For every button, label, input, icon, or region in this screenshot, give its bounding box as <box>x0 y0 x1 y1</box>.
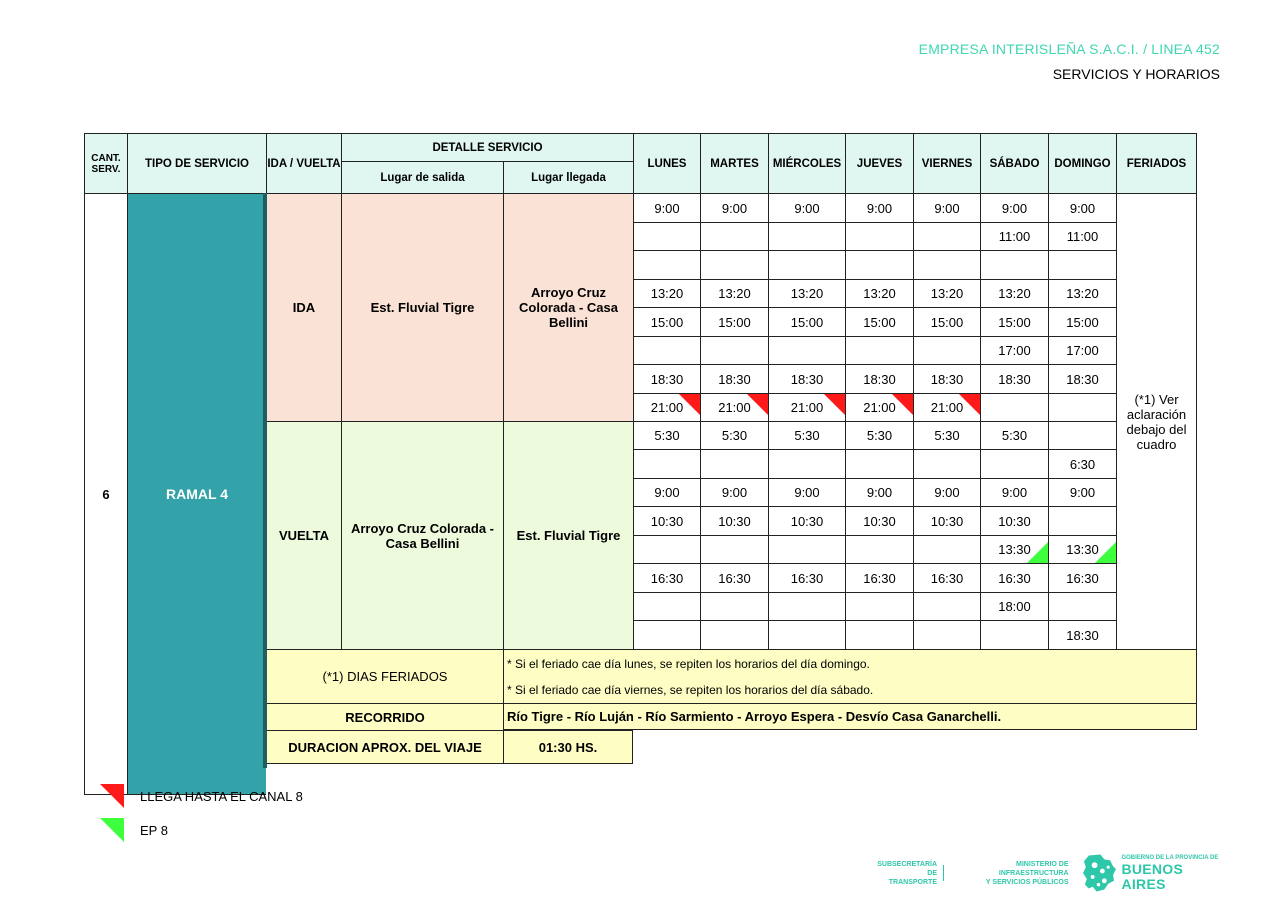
province-map-icon <box>1081 853 1118 893</box>
time-cell: 18:30 <box>1048 620 1116 649</box>
time-cell: 18:30 <box>768 364 845 393</box>
duracion-value: 01:30 HS. <box>503 730 633 764</box>
time-cell <box>768 620 845 649</box>
time-cell: 10:30 <box>633 506 700 535</box>
legend-green <box>100 818 168 842</box>
time-cell <box>700 535 768 563</box>
time-cell <box>845 535 913 563</box>
header-cant-serv: CANT. SERV. <box>84 133 127 193</box>
time-cell: 9:00 <box>913 478 980 506</box>
time-cell <box>913 222 980 250</box>
time-cell <box>1048 506 1116 535</box>
time-text: 13:30 <box>998 542 1031 557</box>
time-cell <box>1048 421 1116 449</box>
time-cell-canal8 <box>845 393 913 421</box>
header-day: SÁBADO <box>980 133 1048 193</box>
time-cell <box>700 449 768 478</box>
time-cell: 15:00 <box>1048 307 1116 336</box>
header-day: JUEVES <box>845 133 913 193</box>
duracion-label: DURACION APROX. DEL VIAJE <box>266 730 503 764</box>
time-cell <box>633 250 700 279</box>
time-cell: 18:30 <box>633 364 700 393</box>
time-cell: 18:00 <box>980 592 1048 620</box>
time-cell <box>1048 592 1116 620</box>
vuelta-label: VUELTA <box>266 421 341 649</box>
ministerio-line1: MINISTERIO DE INFRAESTRUCTURA <box>998 860 1069 877</box>
footer-divider <box>943 865 944 881</box>
time-cell: 15:00 <box>980 307 1048 336</box>
legend-green-label: EP 8 <box>140 822 168 838</box>
time-cell <box>913 592 980 620</box>
time-cell: 16:30 <box>980 563 1048 592</box>
time-cell <box>633 222 700 250</box>
time-cell <box>768 449 845 478</box>
time-cell: 9:00 <box>1048 193 1116 222</box>
time-cell: 16:30 <box>700 563 768 592</box>
subsecretaria-logo <box>868 860 937 887</box>
legend-red <box>100 784 303 808</box>
time-cell: 15:00 <box>633 307 700 336</box>
dias-feriados-label: (*1) DIAS FERIADOS <box>266 649 503 703</box>
time-cell: 6:30 <box>1048 449 1116 478</box>
time-cell-canal8 <box>768 393 845 421</box>
ida-llegada: Arroyo Cruz Colorada - Casa Bellini <box>503 193 633 421</box>
time-cell: 13:20 <box>1048 279 1116 307</box>
green-flag-icon <box>1027 542 1048 563</box>
dias-feriados-line1: * Si el feriado cae día lunes, se repiten los horarios del día domingo. <box>503 649 1197 677</box>
ida-salida: Est. Fluvial Tigre <box>341 193 503 421</box>
vuelta-llegada: Est. Fluvial Tigre <box>503 421 633 649</box>
time-text: 21:00 <box>650 400 684 415</box>
time-cell: 5:30 <box>845 421 913 449</box>
footer-logos <box>868 853 1228 893</box>
time-cell <box>845 222 913 250</box>
time-cell: 9:00 <box>633 193 700 222</box>
header-detalle-servicio: DETALLE SERVICIO <box>341 133 633 161</box>
time-cell: 15:00 <box>913 307 980 336</box>
time-cell: 9:00 <box>700 478 768 506</box>
time-cell <box>980 449 1048 478</box>
time-cell <box>700 250 768 279</box>
red-flag-icon <box>824 394 845 415</box>
time-cell: 13:20 <box>845 279 913 307</box>
time-cell: 9:00 <box>768 478 845 506</box>
time-cell <box>913 250 980 279</box>
time-cell <box>845 250 913 279</box>
time-cell <box>913 620 980 649</box>
time-cell: 18:30 <box>700 364 768 393</box>
time-cell <box>768 336 845 364</box>
red-flag-icon <box>747 394 768 415</box>
time-cell: 9:00 <box>768 193 845 222</box>
time-cell: 9:00 <box>913 193 980 222</box>
time-cell <box>845 336 913 364</box>
time-text: 21:00 <box>718 400 751 415</box>
time-cell: 13:20 <box>980 279 1048 307</box>
time-cell: 16:30 <box>845 563 913 592</box>
red-flag-icon <box>892 394 913 415</box>
time-cell <box>700 592 768 620</box>
time-cell: 9:00 <box>845 478 913 506</box>
time-cell <box>768 592 845 620</box>
subsecretaria-line1: SUBSECRETARÍA DE <box>877 860 937 877</box>
gobierno-logo <box>1121 855 1228 892</box>
tipo-servicio-value: RAMAL 4 <box>127 193 266 795</box>
time-cell-canal8 <box>633 393 700 421</box>
header-day: VIERNES <box>913 133 980 193</box>
subsecretaria-line2: TRANSPORTE <box>888 878 937 886</box>
time-cell <box>700 336 768 364</box>
time-cell: 18:30 <box>913 364 980 393</box>
header-feriados: FERIADOS <box>1116 133 1197 193</box>
time-cell: 17:00 <box>980 336 1048 364</box>
time-cell: 18:30 <box>845 364 913 393</box>
time-cell: 10:30 <box>913 506 980 535</box>
time-cell <box>913 336 980 364</box>
page-subtitle: SERVICIOS Y HORARIOS <box>1052 66 1220 82</box>
time-cell <box>768 250 845 279</box>
time-cell <box>700 620 768 649</box>
header-ida-vuelta: IDA / VUELTA <box>266 133 341 193</box>
time-cell: 16:30 <box>1048 563 1116 592</box>
time-cell: 5:30 <box>633 421 700 449</box>
time-cell: 16:30 <box>768 563 845 592</box>
cant-serv-value: 6 <box>84 193 127 795</box>
header-day: MARTES <box>700 133 768 193</box>
time-cell <box>633 620 700 649</box>
time-text: 21:00 <box>790 400 824 415</box>
buenos-aires-text: BUENOS AIRES <box>1121 860 1184 892</box>
time-cell: 13:20 <box>633 279 700 307</box>
ministerio-logo <box>950 860 1069 887</box>
time-cell: 5:30 <box>700 421 768 449</box>
time-cell: 15:00 <box>700 307 768 336</box>
time-cell <box>768 535 845 563</box>
red-flag-icon <box>100 784 124 808</box>
time-cell: 16:30 <box>633 563 700 592</box>
time-text: 13:30 <box>1066 542 1099 557</box>
time-cell: 13:20 <box>768 279 845 307</box>
time-cell: 9:00 <box>1048 478 1116 506</box>
recorrido-label: RECORRIDO <box>266 703 503 730</box>
time-cell <box>980 250 1048 279</box>
time-cell <box>845 449 913 478</box>
time-cell: 5:30 <box>980 421 1048 449</box>
time-cell <box>633 592 700 620</box>
time-cell <box>913 449 980 478</box>
time-cell <box>1048 250 1116 279</box>
time-cell-ep8 <box>980 535 1048 563</box>
time-cell <box>845 620 913 649</box>
time-cell: 11:00 <box>1048 222 1116 250</box>
time-cell: 10:30 <box>700 506 768 535</box>
time-cell <box>633 535 700 563</box>
header-day: MIÉRCOLES <box>768 133 845 193</box>
gobierno-text: GOBIERNO DE LA PROVINCIA DE <box>1121 854 1219 861</box>
time-cell: 11:00 <box>980 222 1048 250</box>
time-cell <box>980 393 1048 421</box>
recorrido-value: Río Tigre - Río Luján - Río Sarmiento - Arroyo Espera - Desvío Casa Ganarchelli. <box>503 703 1197 730</box>
legend-red-label: LLEGA HASTA EL CANAL 8 <box>140 788 303 804</box>
time-cell: 15:00 <box>768 307 845 336</box>
time-cell: 17:00 <box>1048 336 1116 364</box>
time-cell <box>700 222 768 250</box>
time-cell: 15:00 <box>845 307 913 336</box>
green-flag-icon <box>100 818 124 842</box>
time-cell <box>913 535 980 563</box>
time-cell <box>768 222 845 250</box>
time-cell <box>633 336 700 364</box>
schedule-table <box>84 133 1197 768</box>
ida-label: IDA <box>266 193 341 421</box>
time-cell: 9:00 <box>845 193 913 222</box>
time-cell: 16:30 <box>913 563 980 592</box>
green-flag-icon <box>1095 542 1116 563</box>
time-cell: 10:30 <box>845 506 913 535</box>
time-cell: 13:20 <box>700 279 768 307</box>
red-flag-icon <box>959 394 980 415</box>
time-cell <box>845 592 913 620</box>
header-lugar-llegada: Lugar llegada <box>503 161 633 193</box>
time-cell: 9:00 <box>700 193 768 222</box>
time-cell-ep8 <box>1048 535 1116 563</box>
time-cell: 10:30 <box>980 506 1048 535</box>
header-day: DOMINGO <box>1048 133 1116 193</box>
column-divider <box>263 193 267 768</box>
time-cell: 10:30 <box>768 506 845 535</box>
time-text: 21:00 <box>863 400 896 415</box>
time-text: 21:00 <box>930 400 964 415</box>
header-tipo-servicio: TIPO DE SERVICIO <box>127 133 266 193</box>
dias-feriados-line2: * Si el feriado cae día viernes, se repiten los horarios del día sábado. <box>503 677 1197 703</box>
time-cell: 5:30 <box>768 421 845 449</box>
time-cell: 5:30 <box>913 421 980 449</box>
time-cell <box>633 449 700 478</box>
red-flag-icon <box>679 394 700 415</box>
vuelta-salida: Arroyo Cruz Colorada - Casa Bellini <box>341 421 503 649</box>
feriados-note: (*1) Ver aclaración debajo del cuadro <box>1116 193 1197 649</box>
header-lugar-salida: Lugar de salida <box>341 161 503 193</box>
time-cell: 13:20 <box>913 279 980 307</box>
time-cell: 9:00 <box>980 193 1048 222</box>
time-cell: 9:00 <box>980 478 1048 506</box>
time-cell: 18:30 <box>980 364 1048 393</box>
ministerio-line2: Y SERVICIOS PÚBLICOS <box>985 878 1069 886</box>
time-cell-canal8 <box>700 393 768 421</box>
time-cell <box>1048 393 1116 421</box>
time-cell: 9:00 <box>633 478 700 506</box>
time-cell-canal8 <box>913 393 980 421</box>
company-title: EMPRESA INTERISLEÑA S.A.C.I. / LINEA 452 <box>918 41 1220 57</box>
header-day: LUNES <box>633 133 700 193</box>
time-cell: 18:30 <box>1048 364 1116 393</box>
time-cell <box>980 620 1048 649</box>
